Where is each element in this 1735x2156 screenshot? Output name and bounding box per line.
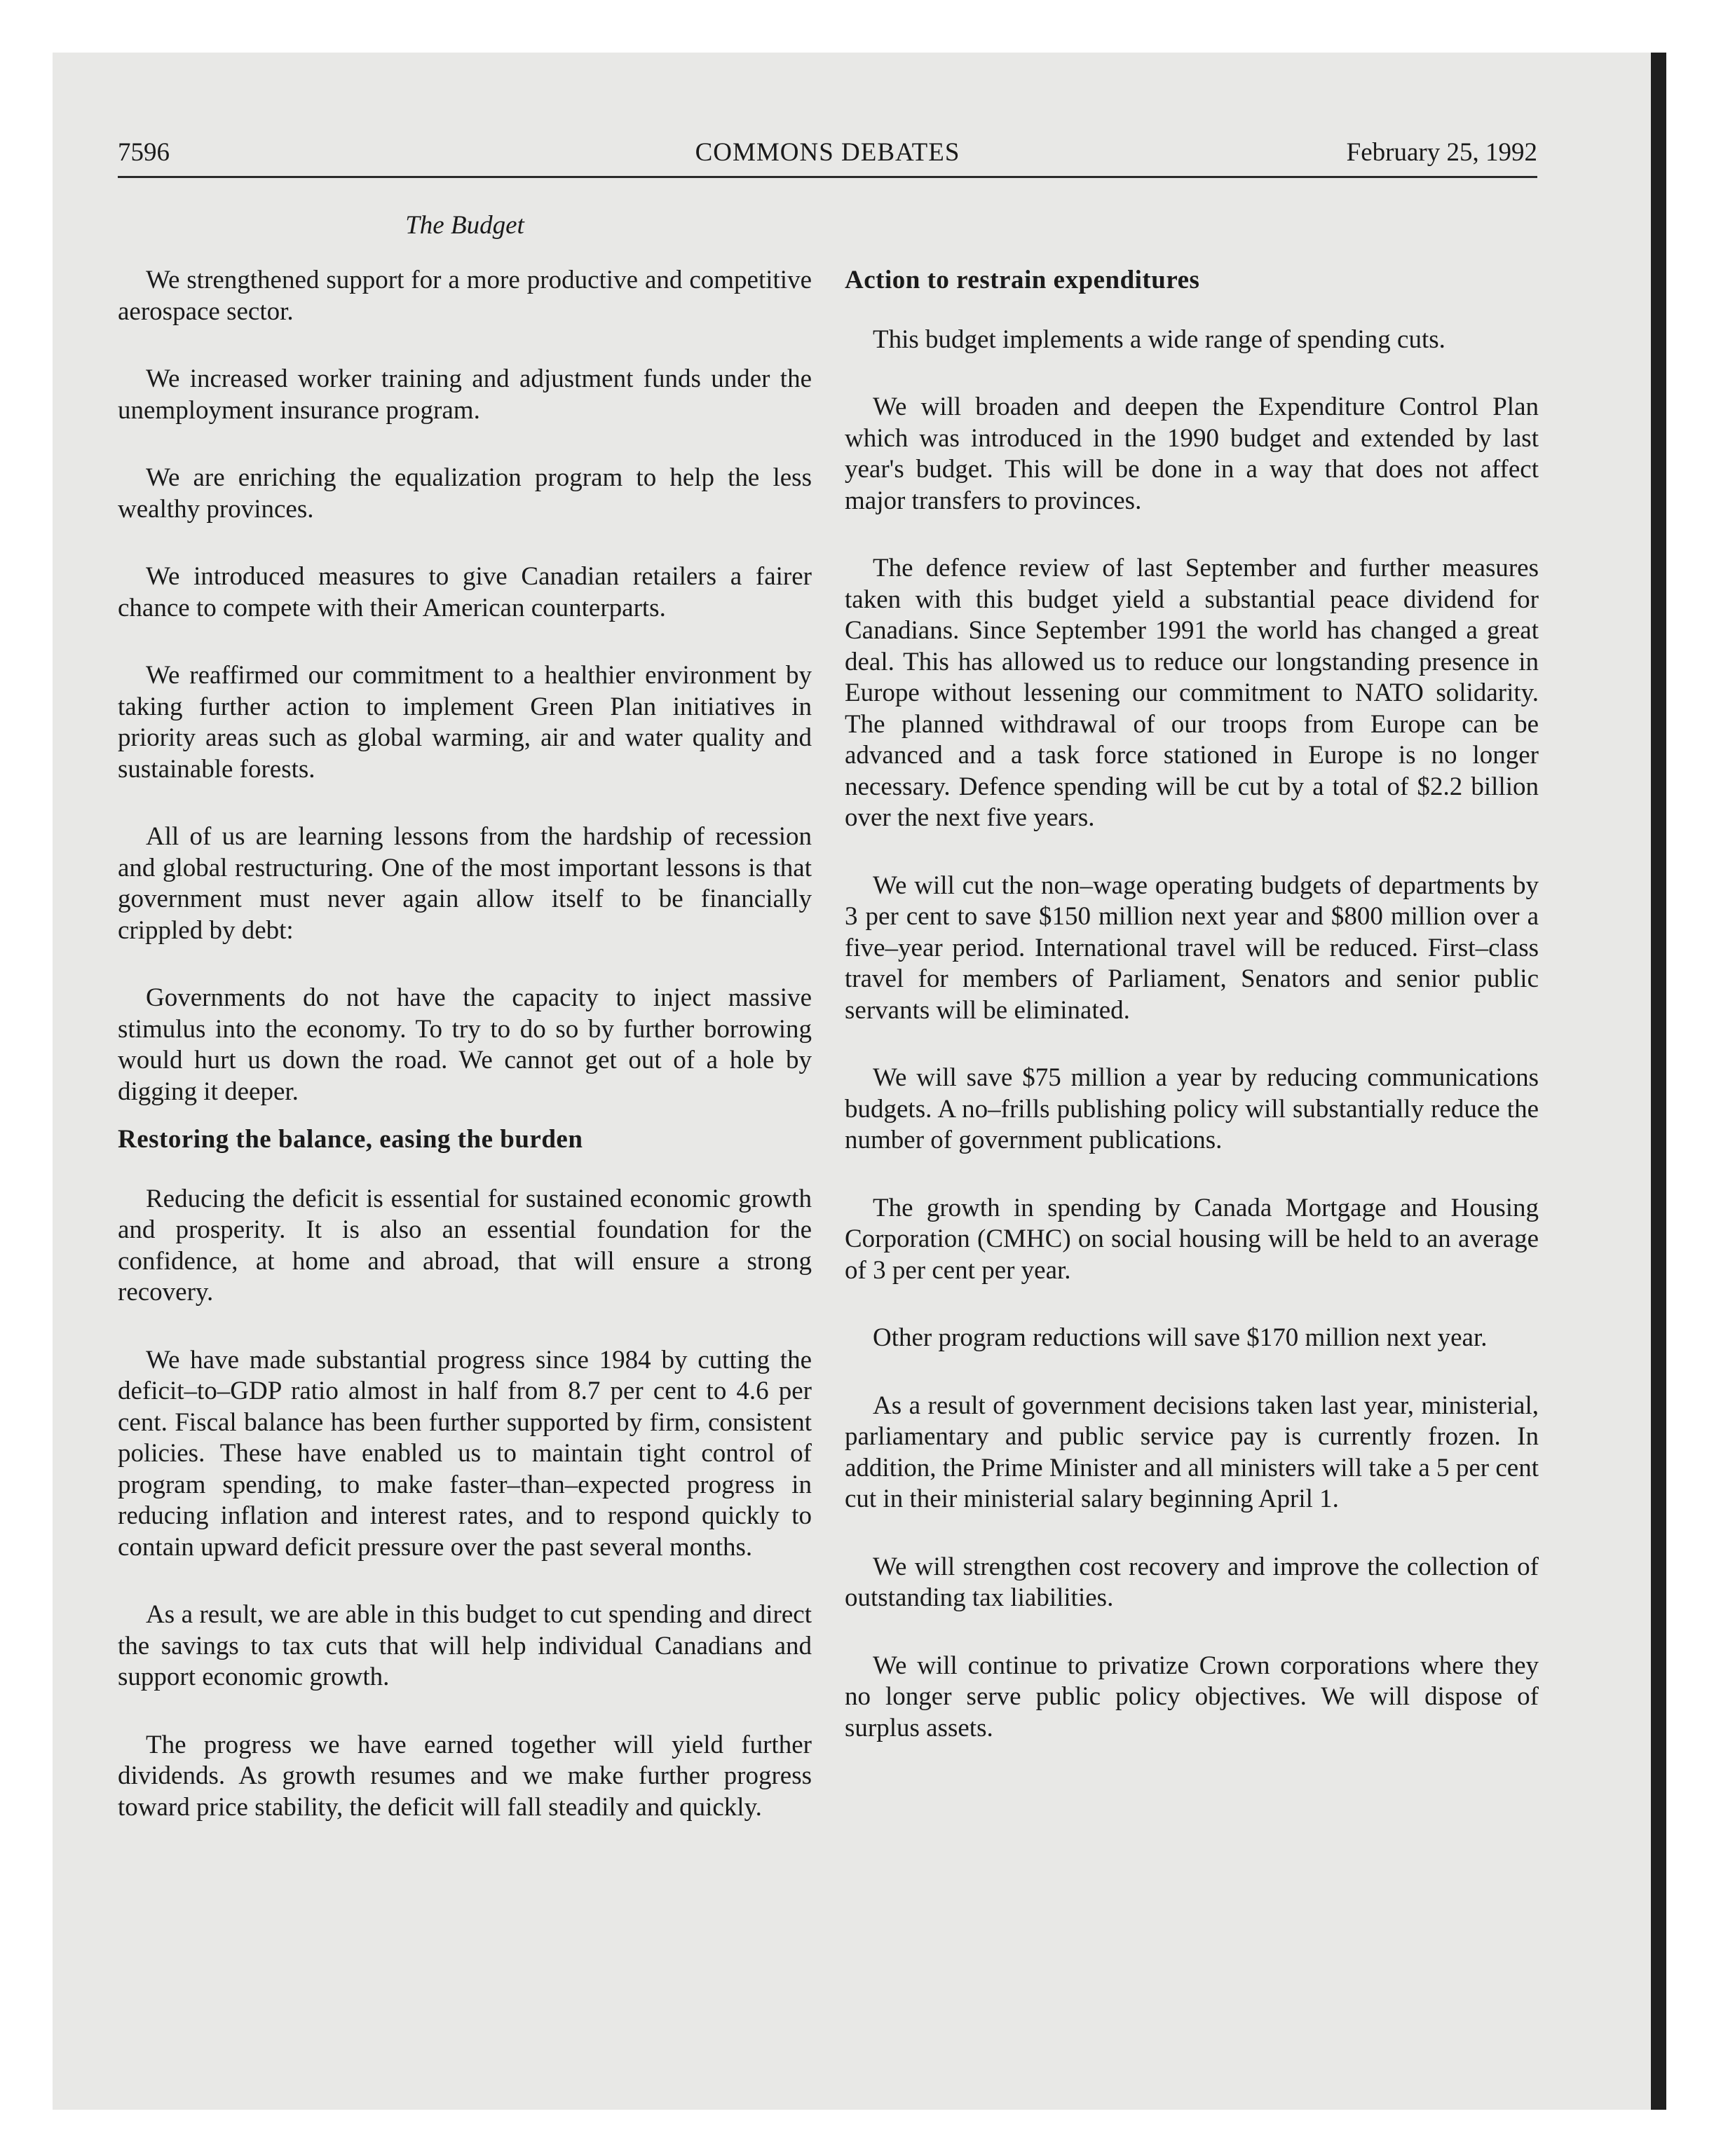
right-column: [845, 265, 1539, 1780]
paragraph: All of us are learning lessons from the hardship of recession and global restructuring. One of the most important lessons is that government must never again allow itself to be financially crippled by debt:: [118, 822, 812, 945]
paragraph: We will continue to privatize Crown corporations where they no longer serve public policy objectives. We will dispose of surplus assets.: [845, 1651, 1539, 1742]
paragraph: This budget implements a wide range of spending cuts.: [873, 325, 1445, 354]
subheading: Action to restrain expenditures: [845, 266, 1200, 294]
paragraph: The growth in spending by Canada Mortgage and Housing Corporation (CMHC) on social housing will be held to an average of 3 per cent per year.: [845, 1193, 1539, 1285]
paragraph: We are enriching the equalization program to help the less wealthy provinces.: [118, 463, 812, 524]
section-heading: The Budget: [405, 211, 524, 240]
paragraph: We increased worker training and adjustment funds under the unemployment insurance program.: [118, 364, 812, 425]
subheading: Restoring the balance, easing the burden: [118, 1125, 583, 1154]
paragraph: We have made substantial progress since 1984 by cutting the deficit–to–GDP ratio almost in half from 8.7 per cent to 4.6 per cent. Fiscal balance has been further supported by firm, consistent policies. These have enabled us to maintain tight control of program spending, to make faster–than–expected progress in reducing inflation and interest rates, and to respond quickly to contain upward deficit pressure over the past several months.: [118, 1345, 812, 1562]
paragraph: We will broaden and deepen the Expenditure Control Plan which was introduced in the 1990 budget and extended by last year's budget. This will be done in a way that does not affect major transfers to provinces.: [845, 393, 1539, 515]
page-number: 7596: [118, 138, 170, 167]
header-rule: [118, 176, 1537, 178]
running-header: [118, 137, 1537, 174]
paragraph: Reducing the deficit is essential for sustained economic growth and prosperity. It is also an essential foundation for the confidence, at home and abroad, that will ensure a strong recovery.: [118, 1184, 812, 1306]
paragraph: As a result of government decisions taken last year, ministerial, parliamentary and public service pay is currently frozen. In addition, the Prime Minister and all ministers will take a 5 per cent cut in their ministerial salary beginning April 1.: [845, 1391, 1539, 1513]
paragraph: We reaffirmed our commitment to a healthier environment by taking further action to implement Green Plan initiatives in priority areas such as global warming, air and water quality and sustainable forests.: [118, 661, 812, 784]
paragraph: We strengthened support for a more productive and competitive aerospace sector.: [118, 266, 812, 326]
paragraph: Governments do not have the capacity to inject massive stimulus into the economy. To try to do so by further borrowing would hurt us down the road. We cannot get out of a hole by digging it deeper.: [118, 983, 812, 1106]
journal-title: COMMONS DEBATES: [695, 138, 960, 167]
paragraph: Other program reductions will save $170 million next year.: [873, 1323, 1488, 1352]
scan-edge-shadow: [1651, 53, 1666, 2110]
paragraph: As a result, we are able in this budget to cut spending and direct the savings to tax cuts that will help individual Canadians and support economic growth.: [118, 1600, 812, 1691]
paragraph: We will save $75 million a year by reducing communications budgets. A no–frills publishing policy will substantially reduce the number of government publications.: [845, 1063, 1539, 1154]
paragraph: The progress we have earned together will yield further dividends. As growth resumes and we make further progress toward price stability, the deficit will fall steadily and quickly.: [118, 1730, 812, 1822]
paragraph: We will cut the non–wage operating budgets of departments by 3 per cent to save $150 million next year and $800 million over a five–year period. International travel will be reduced. First–class travel for members of Parliament, Senators and senior public servants will be eliminated.: [845, 871, 1539, 1025]
left-column: [118, 265, 812, 1860]
paragraph: The defence review of last September and further measures taken with this budget yield a substantial peace dividend for Canadians. Since September 1991 the world has changed a great deal. This has allowed us to reduce our longstanding presence in Europe without lessening our commitment to NATO solidarity. The planned withdrawal of our troops from Europe can be advanced and a task force stationed in Europe is no longer necessary. Defence spending will be cut by a total of $2.2 billion over the next five years.: [845, 554, 1539, 832]
paragraph: We will strengthen cost recovery and improve the collection of outstanding tax liabilities.: [845, 1552, 1539, 1612]
issue-date: February 25, 1992: [1346, 138, 1537, 167]
paragraph: We introduced measures to give Canadian retailers a fairer chance to compete with their American counterparts.: [118, 562, 812, 622]
